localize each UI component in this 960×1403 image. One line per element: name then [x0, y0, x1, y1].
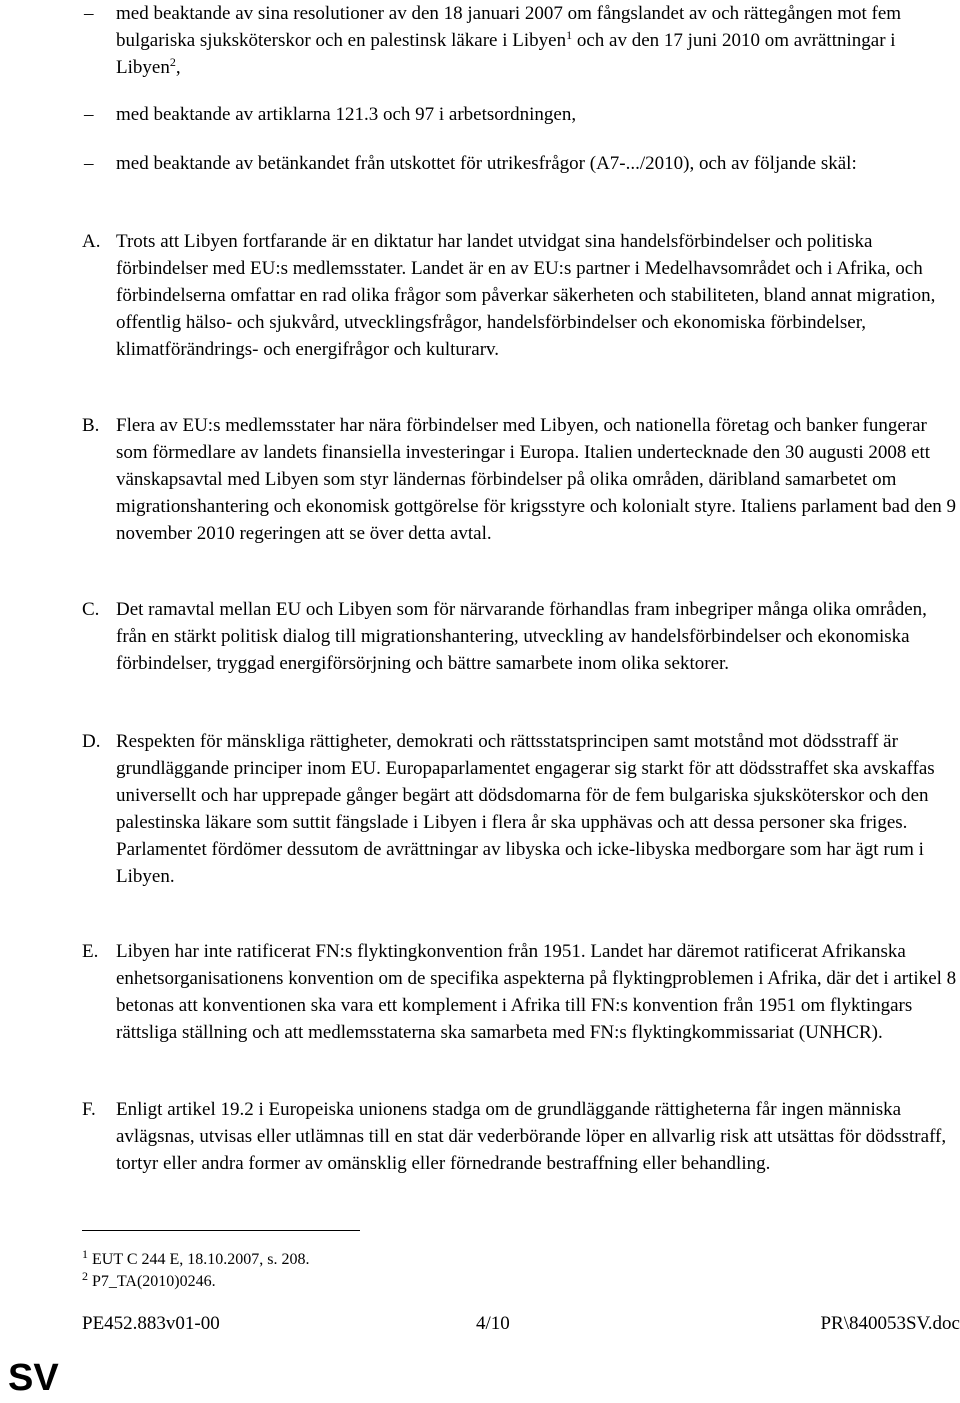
footnote-2: [82, 1266, 216, 1292]
dash-marker: –: [84, 104, 94, 125]
recital-text: Libyen har inte ratificerat FN:s flyktingkonvention från 1951. Landet har däremot ratificerat Afrikanska enhetsorganisationens konvention om de specifika aspekterna på flyktingproblemen i Afrika, där det i artikel 8 betonas att konventionen ska vara ett komplement i Afrika till FN:s konvention från 1951 om flyktingars rättsliga ställning och att medlemsstaterna ska samarbeta med FN:s flyktingkommissariat (UNHCR).: [116, 941, 957, 1043]
recital-f: [82, 1096, 957, 1177]
footnote-number: 1: [82, 1247, 88, 1261]
recital-text: Det ramavtal mellan EU och Libyen som för närvarande förhandlas fram inbegriper många olika områden, från en stärkt politisk dialog till migrationshantering, utveckling av handelsförbindelser och ekonomiska förbindelser, tryggad energiförsörjning och bättre samarbete inom olika sektorer.: [116, 599, 927, 674]
footnote-number: 2: [82, 1269, 88, 1283]
footnote-ref: 2: [169, 55, 176, 69]
footnote-text: EUT C 244 E, 18.10.2007, s. 208.: [92, 1251, 310, 1268]
citation-item: [84, 0, 944, 81]
recital-letter: A.: [82, 231, 101, 252]
recital-letter: D.: [82, 731, 101, 752]
footnote-separator: [82, 1230, 360, 1231]
citation-text: med beaktande av artiklarna 121.3 och 97 i arbetsordningen,: [116, 104, 577, 125]
recital-text: Trots att Libyen fortfarande är en diktatur har landet utvidgat sina handelsförbindelser och politiska förbindelser med EU:s medlemsstater. Landet är en av EU:s partner i Medelhavsområdet och i Afrika, och förbindelserna omfattar en rad olika frågor som påverkar säkerheten och stabiliteten, bland annat migration, offentlig hälso- och sjukvård, utvecklingsfrågor, handelsförbindelser och ekonomiska förbindelser, klimatförändrings- och energifrågor och kulturarv.: [116, 231, 936, 360]
recital-b: [82, 412, 957, 547]
recital-text: Enligt artikel 19.2 i Europeiska unionens stadga om de grundläggande rättigheterna får ingen människa avlägsnas, utvisas eller utlämnas till en stat där vederbörande löper en allvarlig risk att utsättas för dödsstraff, tortyr eller andra former av omänsklig eller förnedrande bestraffning eller behandling.: [116, 1099, 947, 1174]
citation-text-part: och av den 17 juni 2010 om avrättningar i Libyen: [116, 30, 896, 78]
recital-c: [82, 596, 957, 677]
recital-d: [82, 728, 957, 890]
dash-marker: –: [84, 3, 94, 24]
recital-letter: C.: [82, 599, 100, 620]
file-name: PR\840053SV.doc: [820, 1313, 960, 1334]
recital-letter: E.: [82, 941, 99, 962]
citation-text: [116, 0, 944, 81]
recital-text: Flera av EU:s medlemsstater har nära förbindelser med Libyen, och nationella företag och banker fungerar som förmedlare av landets finansiella investeringar i Europa. Italien undertecknade den 30 augusti 2008 ett vänskapsavtal med Libyen som styr ländernas förbindelser på olika områden, däribland samarbetet om migrationshantering och ekonomisk gottgörelse för krigsstyre och kolonialt styre. Italiens parlament bad den 9 november 2010 regeringen att se över detta avtal.: [116, 415, 957, 544]
recital-text: Respekten för mänskliga rättigheter, demokrati och rättsstatsprincipen samt motstånd mot dödsstraff är grundläggande principer inom EU. Europaparlamentet engagerar sig starkt för att dödsstraffet ska avskaffas universellt och har upprepade gånger begärt att dödsdomarna för de fem bulgariska sjuksköterskor och den palestinska läkare som suttit fängslade i Libyen i flera år ska upphävas och att dessa personer ska friges. Parlamentet fördömer dessutom de avrättningar av libyska och icke-libyska medborgare som har ägt rum i Libyen.: [116, 731, 935, 887]
citation-item: [84, 101, 944, 128]
citation-item: [84, 150, 944, 177]
recital-letter: F.: [82, 1099, 96, 1120]
citation-text: med beaktande av betänkandet från utskottet för utrikesfrågor (A7-.../2010), och av följande skäl:: [116, 153, 857, 174]
document-reference: PE452.883v01-00: [82, 1313, 220, 1334]
language-code: SV: [8, 1357, 59, 1399]
recital-letter: B.: [82, 415, 100, 436]
recital-a: [82, 228, 957, 363]
dash-marker: –: [84, 153, 94, 174]
footnote-ref: 1: [566, 28, 573, 42]
citation-text-part: ,: [175, 57, 181, 78]
recital-e: [82, 938, 957, 1046]
citation-text-part: med beaktande av sina resolutioner av den 18 januari 2007 om fångslandet av och rättegången mot fem bulgariska sjuksköterskor och en palestinsk läkare i Libyen: [116, 3, 902, 51]
page-number: 4/10: [476, 1313, 510, 1334]
footnote-text: P7_TA(2010)0246.: [92, 1273, 216, 1290]
